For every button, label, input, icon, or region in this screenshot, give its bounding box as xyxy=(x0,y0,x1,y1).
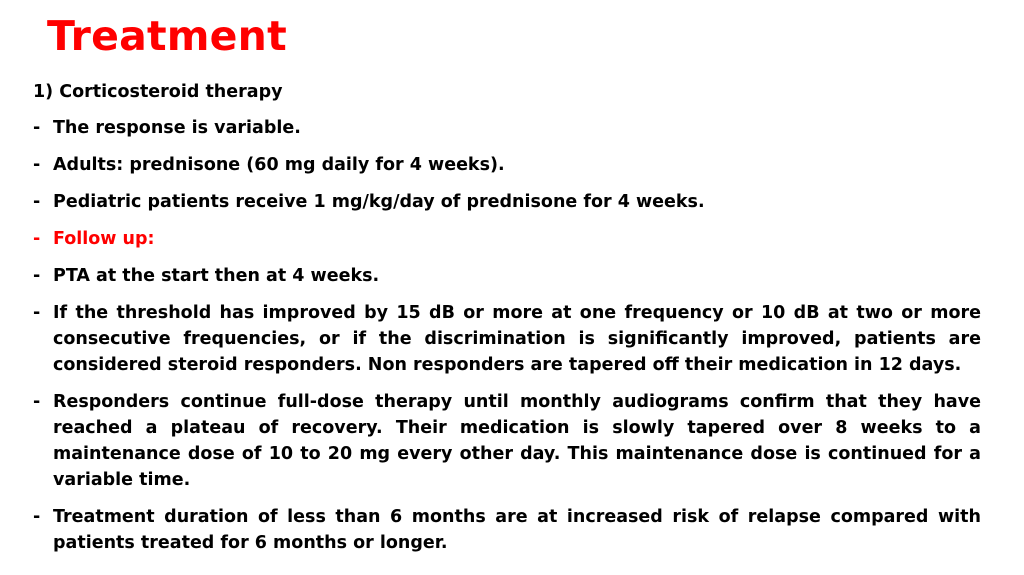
bullet-dash: - xyxy=(33,392,41,412)
bullet-item-duration xyxy=(33,504,981,556)
section-heading: 1) Corticosteroid therapy xyxy=(33,82,283,102)
bullet-item-responders xyxy=(33,389,981,493)
bullet-text: Follow up: xyxy=(53,229,155,249)
bullet-text: Adults: prednisone (60 mg daily for 4 weeks). xyxy=(53,155,505,175)
bullet-item-pediatric xyxy=(33,189,981,215)
bullet-text: Treatment duration of less than 6 months are at increased risk of relapse compared with patients treated for 6 months or longer. xyxy=(53,507,981,553)
bullet-text: Pediatric patients receive 1 mg/kg/day of prednisone for 4 weeks. xyxy=(53,192,705,212)
bullet-item-adults xyxy=(33,152,981,178)
bullet-item-threshold xyxy=(33,300,981,378)
bullet-item-follow-up xyxy=(33,226,981,252)
slide-content xyxy=(33,79,981,567)
bullet-item-response xyxy=(33,115,981,141)
bullet-text: If the threshold has improved by 15 dB or more at one frequency or 10 dB at two or more consecutive frequencies, or if the discrimination is significantly improved, patients are considered steroid responders. Non responders are tapered off their medication in 12 days. xyxy=(53,303,981,375)
bullet-item-pta xyxy=(33,263,981,289)
bullet-dash: - xyxy=(33,192,41,212)
bullet-text: The response is variable. xyxy=(53,118,301,138)
bullet-dash: - xyxy=(33,266,41,286)
bullet-dash: - xyxy=(33,118,41,138)
bullet-dash: - xyxy=(33,229,41,249)
bullet-dash: - xyxy=(33,303,41,323)
bullet-text: PTA at the start then at 4 weeks. xyxy=(53,266,380,286)
slide-title: Treatment xyxy=(47,12,287,60)
bullet-text: Responders continue full-dose therapy until monthly audiograms confirm that they have reached a plateau of recovery. Their medication is slowly tapered over 8 weeks to a maintenance dose of 10 to 20 mg every other day. This maintenance dose is continued for a variable time. xyxy=(53,392,981,490)
bullet-dash: - xyxy=(33,507,41,527)
bullet-dash: - xyxy=(33,155,41,175)
